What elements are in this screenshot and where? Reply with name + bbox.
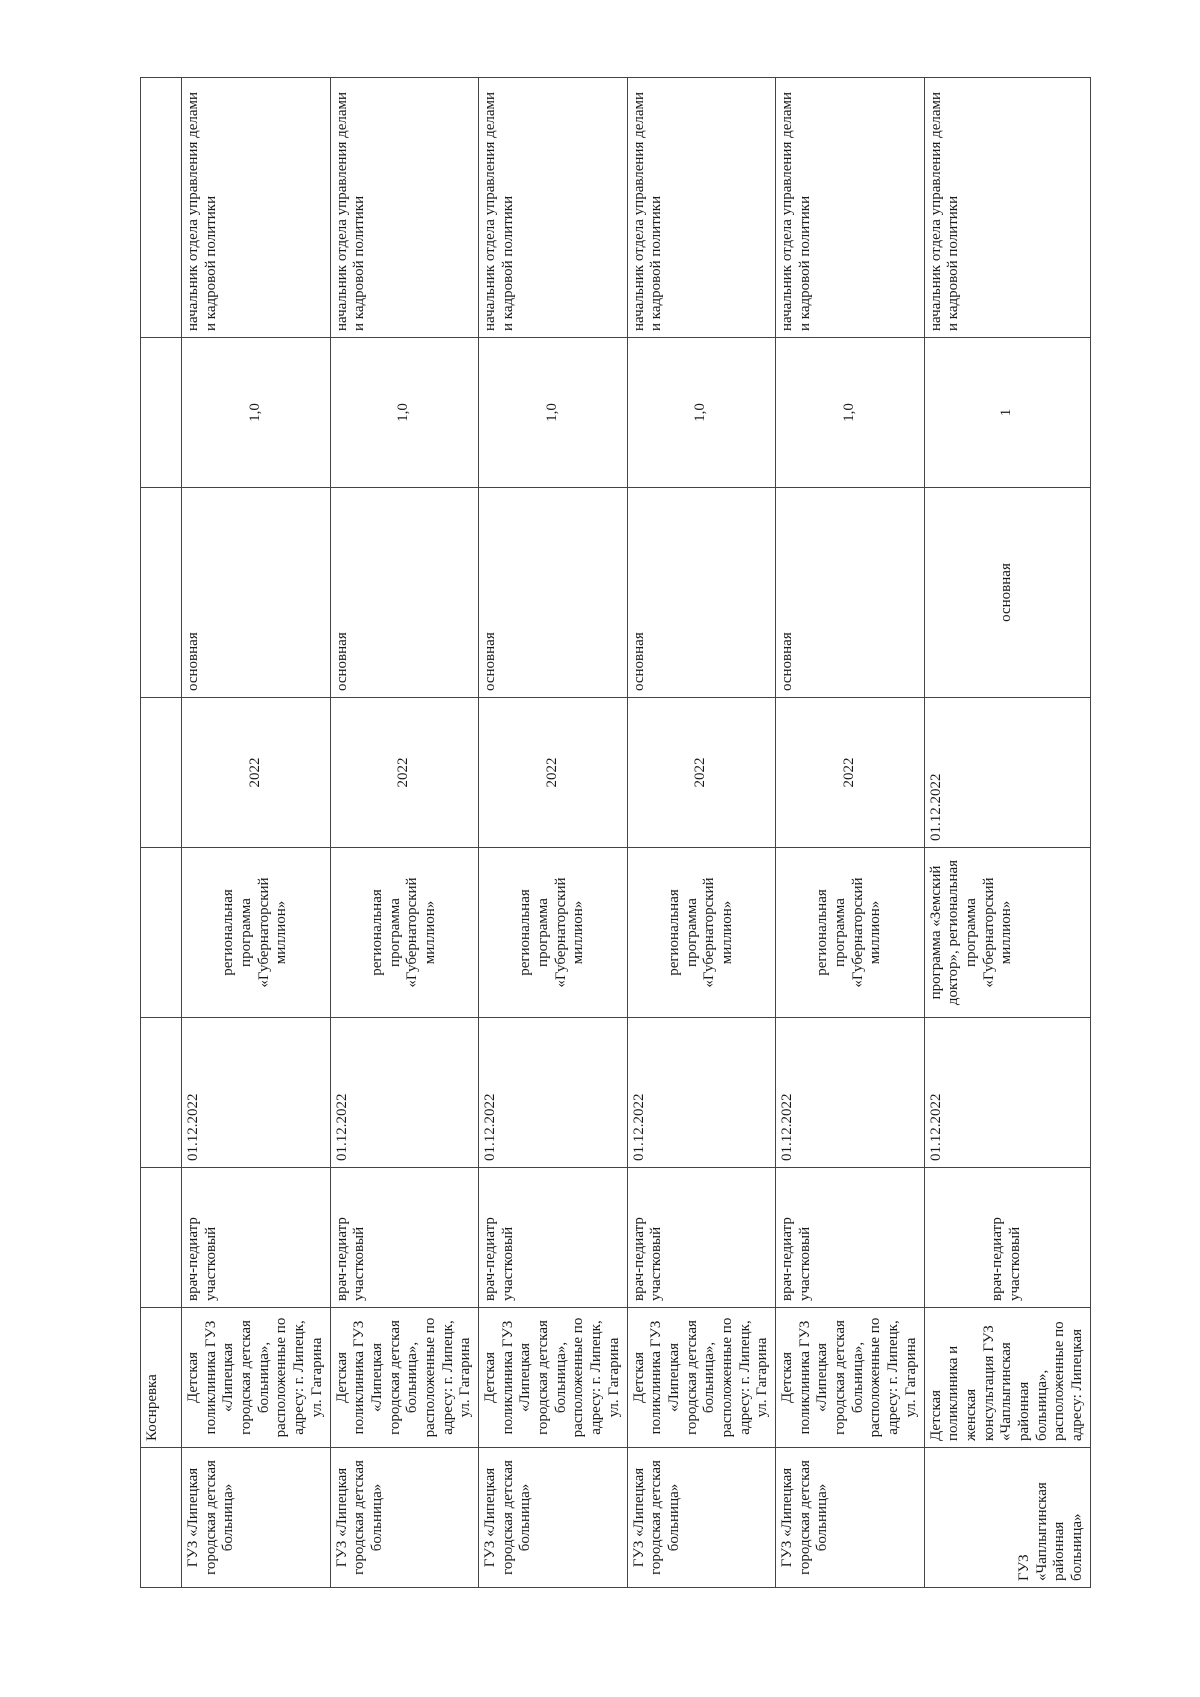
table-row-top [141,78,182,1588]
type-cell: основная [479,488,628,698]
responsible-cell: начальник отдела управления делами и кадровой политики [924,78,1090,338]
date-cell: 01.12.2022 [776,1018,925,1168]
responsible-cell: начальник отдела управления делами и кадровой политики [479,78,628,338]
program-cell: региональная программа «Губернаторский миллион» [776,848,925,1018]
rate-cell: 1,0 [479,338,628,488]
org-cell: ГУЗ «Липецкая городская детская больница» [776,1448,925,1588]
unit-cell: Детская поликлиника ГУЗ «Липецкая городская детская больница», расположенные по адресу: г. Липецк, ул. Гагарина [182,1308,331,1448]
program-cell: программа «Земский доктор», региональная программа «Губернаторский миллион» [924,848,1090,1018]
unit-cell: Детская поликлиника и женская консультация ГУЗ «Чаплыгинская районная больница», расположенные по адресу: Липецкая [924,1308,1090,1448]
vacancy-table [140,77,1091,1588]
rate-cell: 1,0 [627,338,776,488]
table-row [776,78,925,1588]
position-cell: врач-педиатр участковый [330,1168,479,1308]
date-cell: 01.12.2022 [479,1018,628,1168]
date-cell: 01.12.2022 [330,1018,479,1168]
type-cell: основная [776,488,925,698]
district-cell: Коснревка [141,1308,182,1448]
org-cell: ГУЗ «Чаплыгинская районная больница» [924,1448,1090,1588]
position-cell: врач-педиатр участковый [479,1168,628,1308]
unit-cell: Детская поликлиника ГУЗ «Липецкая городская детская больница», расположенные по адресу: г. Липецк, ул. Гагарина [479,1308,628,1448]
year-cell: 01.12.2022 [924,698,1090,848]
program-cell: региональная программа «Губернаторский миллион» [330,848,479,1018]
table-row [924,78,1090,1588]
org-cell: ГУЗ «Липецкая городская детская больница» [479,1448,628,1588]
date-cell: 01.12.2022 [182,1018,331,1168]
unit-cell: Детская поликлиника ГУЗ «Липецкая городская детская больница», расположенные по адресу: г. Липецк, ул. Гагарина [776,1308,925,1448]
responsible-cell: начальник отдела управления делами и кадровой политики [627,78,776,338]
rate-cell: 1 [924,338,1090,488]
position-cell: врач-педиатр участковый [924,1168,1090,1308]
position-cell: врач-педиатр участковый [627,1168,776,1308]
responsible-cell: начальник отдела управления делами и кадровой политики [182,78,331,338]
rate-cell: 1,0 [182,338,331,488]
unit-cell: Детская поликлиника ГУЗ «Липецкая городская детская больница», расположенные по адресу: г. Липецк, ул. Гагарина [627,1308,776,1448]
year-cell: 2022 [330,698,479,848]
date-cell: 01.12.2022 [627,1018,776,1168]
year-cell: 2022 [776,698,925,848]
year-cell: 2022 [182,698,331,848]
rate-cell: 1,0 [330,338,479,488]
position-cell: врач-педиатр участковый [182,1168,331,1308]
type-cell: основная [924,488,1090,698]
type-cell: основная [330,488,479,698]
responsible-cell: начальник отдела управления делами и кадровой политики [330,78,479,338]
program-cell: региональная программа «Губернаторский миллион» [182,848,331,1018]
table-row [330,78,479,1588]
table-row [182,78,331,1588]
position-cell: врач-педиатр участковый [776,1168,925,1308]
unit-cell: Детская поликлиника ГУЗ «Липецкая городская детская больница», расположенные по адресу: г. Липецк, ул. Гагарина [330,1308,479,1448]
type-cell: основная [627,488,776,698]
rotated-table-wrapper [140,78,1085,1588]
year-cell: 2022 [479,698,628,848]
table-row [627,78,776,1588]
responsible-cell: начальник отдела управления делами и кадровой политики [776,78,925,338]
year-cell: 2022 [627,698,776,848]
rate-cell: 1,0 [776,338,925,488]
date-cell: 01.12.2022 [924,1018,1090,1168]
org-cell: ГУЗ «Липецкая городская детская больница» [330,1448,479,1588]
org-cell: ГУЗ «Липецкая городская детская больница» [182,1448,331,1588]
type-cell: основная [182,488,331,698]
program-cell: региональная программа «Губернаторский миллион» [479,848,628,1018]
org-cell: ГУЗ «Липецкая городская детская больница» [627,1448,776,1588]
table-row [479,78,628,1588]
program-cell: региональная программа «Губернаторский миллион» [627,848,776,1018]
